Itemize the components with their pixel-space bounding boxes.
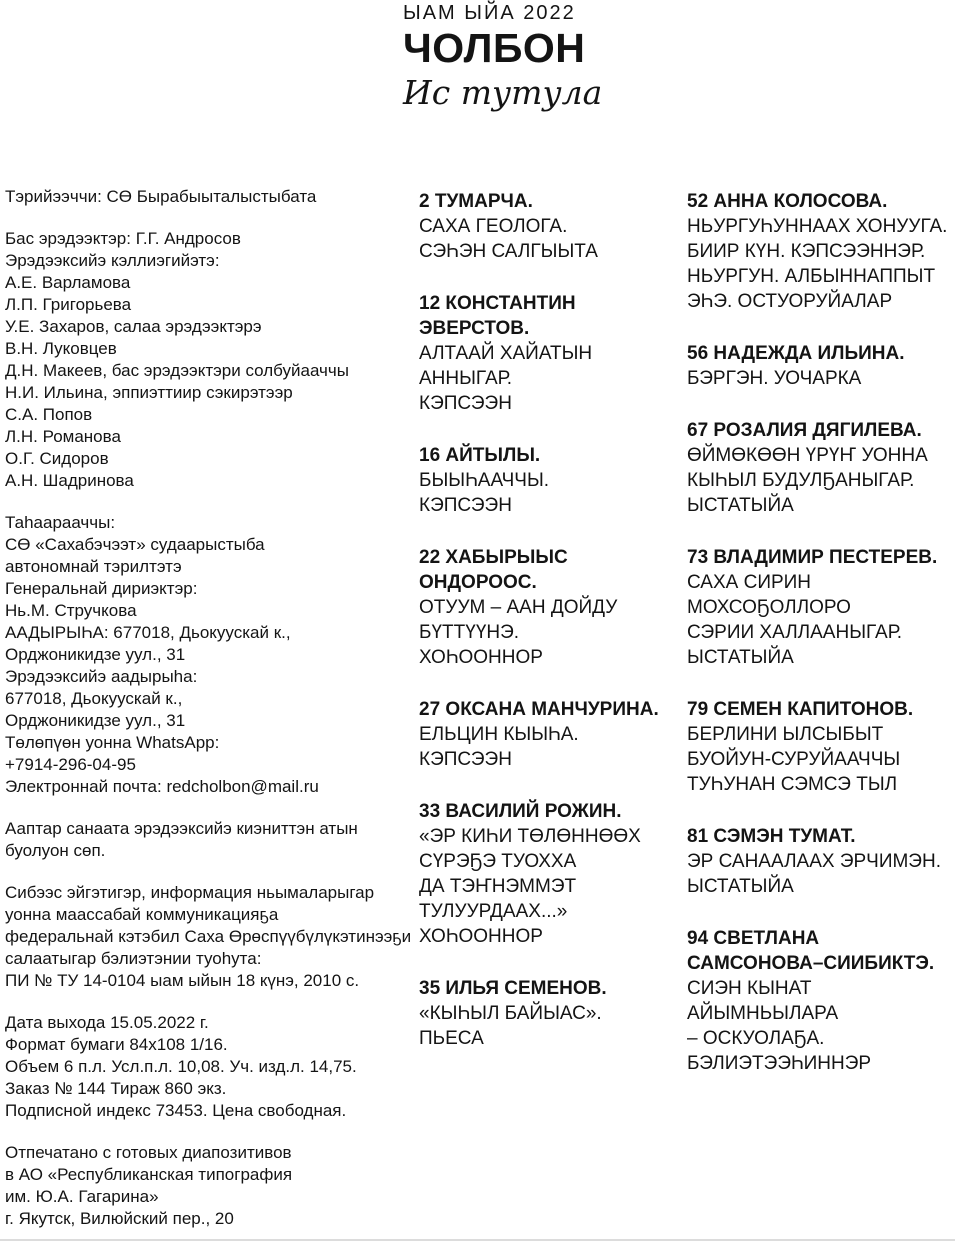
text-line: им. Ю.А. Гагарина» bbox=[5, 1187, 159, 1206]
text-line: СЭРИИ ХАЛЛААНЫГАР. bbox=[687, 622, 903, 643]
toc-entry-body bbox=[419, 595, 677, 670]
toc-entry-head bbox=[687, 418, 955, 443]
text-line: 27 ОКСАНА МАНЧУРИНА. bbox=[419, 699, 659, 720]
text-line: НЬУРГУҺУННААХ ХОНУУГА. bbox=[687, 216, 948, 237]
text-line: ЫСТАТЫЙА bbox=[687, 876, 794, 897]
toc-entry bbox=[687, 341, 955, 391]
imprint-paragraph-print-specs bbox=[5, 1012, 410, 1122]
text-line: «КЫҺЫЛ БАЙЫАС». bbox=[419, 1003, 602, 1024]
toc-entry-body bbox=[687, 976, 955, 1076]
magazine-title: ЧОЛБОН bbox=[403, 25, 586, 71]
text-line: КЭПСЭЭН bbox=[419, 495, 512, 516]
text-line: салаатыгар бэлиэтэнии туоһута: bbox=[5, 949, 262, 968]
text-line: автономнай тэрилтэтэ bbox=[5, 557, 182, 576]
text-line: 12 КОНСТАНТИН bbox=[419, 293, 576, 314]
text-line: Генеральнай дириэктэр: bbox=[5, 579, 198, 598]
text-line: СЭҺЭН САЛГЫЫТА bbox=[419, 241, 598, 262]
text-line: БЭРГЭН. УОЧАРКА bbox=[687, 368, 862, 389]
text-line: ОНДОРООС. bbox=[419, 572, 537, 593]
toc-entry-head bbox=[687, 189, 955, 214]
text-line: Л.П. Григорьева bbox=[5, 295, 132, 314]
toc-entry-head bbox=[419, 443, 677, 468]
toc-entry bbox=[419, 976, 677, 1051]
text-line: ПИ № ТУ 14-0104 ыам ыйын 18 күнэ, 2010 с. bbox=[5, 971, 360, 990]
text-line: – ОСКУОЛАҔА. bbox=[687, 1028, 825, 1049]
toc-entry-body bbox=[687, 443, 955, 518]
text-line: Эрэдээксийэ аадырыһа: bbox=[5, 667, 198, 686]
text-line: 16 АЙТЫЛЫ. bbox=[419, 445, 541, 466]
text-line: САМСОНОВА–СИИБИКТЭ. bbox=[687, 953, 935, 974]
masthead bbox=[403, 2, 602, 112]
text-line: СҮРЭҔЭ ТУОХХА bbox=[419, 851, 577, 872]
text-line: ХОҺООННОР bbox=[419, 647, 543, 668]
imprint-paragraph-registration bbox=[5, 882, 410, 992]
text-line: БЭЛИЭТЭЭҺИННЭР bbox=[687, 1053, 872, 1074]
toc-entry-body bbox=[687, 570, 955, 670]
toc-entry bbox=[687, 545, 955, 670]
text-line: О.Г. Сидоров bbox=[5, 449, 109, 468]
toc-entry-head bbox=[687, 926, 955, 976]
text-line: Эрэдээксийэ кэллиэгийэтэ: bbox=[5, 251, 220, 270]
toc-entry-head bbox=[419, 545, 677, 595]
text-line: Төлөпүөн уонна WhatsApp: bbox=[5, 733, 220, 752]
text-line: БЫЫҺААЧЧЫ. bbox=[419, 470, 550, 491]
text-line: буолуон сөп. bbox=[5, 841, 106, 860]
toc-entry bbox=[687, 418, 955, 518]
text-line: ЫСТАТЫЙА bbox=[687, 647, 794, 668]
text-line: АЛТААЙ ХАЙАТЫН bbox=[419, 343, 593, 364]
toc-entry bbox=[419, 799, 677, 949]
toc-entry bbox=[419, 697, 677, 772]
text-line: Заказ № 144 Тираж 860 экз. bbox=[5, 1079, 227, 1098]
text-line: БҮТТҮҮНЭ. bbox=[419, 622, 520, 643]
text-line: 22 ХАБЫРЫЫС bbox=[419, 547, 568, 568]
text-line: КЭПСЭЭН bbox=[419, 393, 512, 414]
toc-entry-head bbox=[419, 799, 677, 824]
text-line: 81 СЭМЭН ТУМАТ. bbox=[687, 826, 856, 847]
text-line: ПЬЕСА bbox=[419, 1028, 484, 1049]
text-line: Формат бумаги 84х108 1/16. bbox=[5, 1035, 228, 1054]
imprint-paragraph-founder bbox=[5, 186, 410, 208]
text-line: БИИР КҮН. КЭПСЭЭННЭР. bbox=[687, 241, 926, 262]
text-line: Таһаарааччы: bbox=[5, 513, 116, 532]
text-line: Подписной индекс 73453. Цена свободная. bbox=[5, 1101, 347, 1120]
toc-entry-body bbox=[419, 214, 677, 264]
toc-entry-head bbox=[687, 824, 955, 849]
text-line: Орджоникидзе уул., 31 bbox=[5, 645, 186, 664]
toc-entry-body bbox=[419, 722, 677, 772]
toc-column-middle bbox=[419, 189, 677, 1078]
text-line: Д.Н. Макеев, бас эрэдээктэри солбуйааччы bbox=[5, 361, 349, 380]
text-line: «ЭР КИҺИ ТӨЛӨННӨӨХ bbox=[419, 826, 641, 847]
text-line: САХА СИРИН bbox=[687, 572, 812, 593]
text-line: КЭПСЭЭН bbox=[419, 749, 512, 770]
text-line: ӨЙМӨКӨӨН ҮРҮҤ УОННА bbox=[687, 445, 928, 466]
text-line: СӨ «Сахабэчээт» судаарыстыба bbox=[5, 535, 265, 554]
text-line: С.А. Попов bbox=[5, 405, 93, 424]
text-line: ЕЛЬЦИН КЫЫҺА. bbox=[419, 724, 579, 745]
text-line: ЭВЕРСТОВ. bbox=[419, 318, 530, 339]
toc-entry-body bbox=[687, 366, 955, 391]
text-line: +7914-296-04-95 bbox=[5, 755, 136, 774]
text-line: ДА ТЭҤНЭММЭТ bbox=[419, 876, 577, 897]
imprint-paragraph-opinion bbox=[5, 818, 410, 862]
toc-entry bbox=[419, 545, 677, 670]
text-line: федеральнай кэтэбил Саха Өрөспүүбүлүкэтинээҕи bbox=[5, 927, 412, 946]
text-line: Дата выхода 15.05.2022 г. bbox=[5, 1013, 209, 1032]
imprint-paragraph-editorial bbox=[5, 228, 410, 492]
text-line: 33 ВАСИЛИЙ РОЖИН. bbox=[419, 801, 622, 822]
toc-entry-head bbox=[687, 545, 955, 570]
bottom-rule bbox=[0, 1239, 955, 1241]
contents-subtitle: Ис тутула bbox=[403, 73, 603, 112]
text-line: А.Н. Шадринова bbox=[5, 471, 134, 490]
imprint-column bbox=[5, 186, 410, 1242]
toc-entry-body bbox=[687, 849, 955, 899]
text-line: 73 ВЛАДИМИР ПЕСТЕРЕВ. bbox=[687, 547, 938, 568]
text-line: БУОЙУН-СУРУЙААЧЧЫ bbox=[687, 749, 901, 770]
text-line: Отпечатано с готовых диапозитивов bbox=[5, 1143, 292, 1162]
text-line: ТУҺУНАН СЭМСЭ ТЫЛ bbox=[687, 774, 898, 795]
toc-entry bbox=[419, 291, 677, 416]
toc-column-right bbox=[687, 189, 955, 1103]
text-line: Электроннай почта: redcholbon@mail.ru bbox=[5, 777, 319, 796]
text-line: ТУЛУУРДААХ...» bbox=[419, 901, 568, 922]
text-line: МОХСОҔОЛЛОРО bbox=[687, 597, 851, 618]
text-line: КЫҺЫЛ БУДУЛҔАНЫГАР. bbox=[687, 470, 915, 491]
text-line: Бас эрэдээктэр: Г.Г. Андросов bbox=[5, 229, 241, 248]
text-line: г. Якутск, Вилюйский пер., 20 bbox=[5, 1209, 234, 1228]
text-line: НЬУРГУН. АЛБЫННАППЫТ bbox=[687, 266, 936, 287]
toc-entry bbox=[687, 697, 955, 797]
toc-entry-head bbox=[687, 341, 955, 366]
toc-entry bbox=[687, 926, 955, 1076]
text-line: Нь.М. Стручкова bbox=[5, 601, 137, 620]
imprint-paragraph-publisher bbox=[5, 512, 410, 798]
toc-entry-body bbox=[419, 824, 677, 949]
text-line: ОТУУМ – ААН ДОЙДУ bbox=[419, 597, 618, 618]
toc-entry bbox=[419, 443, 677, 518]
toc-entry-body bbox=[419, 468, 677, 518]
toc-entry-head bbox=[419, 291, 677, 341]
text-line: 35 ИЛЬЯ СЕМЕНОВ. bbox=[419, 978, 607, 999]
text-line: В.Н. Луковцев bbox=[5, 339, 117, 358]
text-line: 94 СВЕТЛАНА bbox=[687, 928, 820, 949]
text-line: ЫСТАТЫЙА bbox=[687, 495, 794, 516]
text-line: САХА ГЕОЛОГА. bbox=[419, 216, 568, 237]
toc-entry-head bbox=[419, 976, 677, 1001]
imprint-paragraph-printer bbox=[5, 1142, 410, 1230]
text-line: АННЫГАР. bbox=[419, 368, 512, 389]
toc-entry bbox=[419, 189, 677, 264]
text-line: 56 НАДЕЖДА ИЛЬИНА. bbox=[687, 343, 905, 364]
text-line: Тэрийээччи: СӨ Бырабыыталыстыбата bbox=[5, 187, 317, 206]
text-line: Ааптар санаата эрэдээксийэ киэниттэн атын bbox=[5, 819, 358, 838]
text-line: Л.Н. Романова bbox=[5, 427, 121, 446]
toc-entry bbox=[687, 189, 955, 314]
toc-entry-body bbox=[419, 341, 677, 416]
toc-entry-head bbox=[419, 189, 677, 214]
text-line: А.Е. Варламова bbox=[5, 273, 131, 292]
text-line: Объем 6 п.л. Усл.п.л. 10,08. Уч. изд.л. 14,75. bbox=[5, 1057, 357, 1076]
text-line: 677018, Дьокуускай к., bbox=[5, 689, 183, 708]
text-line: ХОҺООННОР bbox=[419, 926, 543, 947]
toc-entry-body bbox=[687, 214, 955, 314]
text-line: СИЭН КЫНАТ bbox=[687, 978, 812, 999]
toc-entry bbox=[687, 824, 955, 899]
toc-entry-head bbox=[687, 697, 955, 722]
text-line: уонна маассабай коммуникацияҕа bbox=[5, 905, 279, 924]
toc-entry-body bbox=[687, 722, 955, 797]
text-line: 2 ТУМАРЧА. bbox=[419, 191, 533, 212]
text-line: Орджоникидзе уул., 31 bbox=[5, 711, 186, 730]
text-line: 52 АННА КОЛОСОВА. bbox=[687, 191, 888, 212]
text-line: ААДЫРЫҺА: 677018, Дьокуускай к., bbox=[5, 623, 291, 642]
text-line: в АО «Республиканская типография bbox=[5, 1165, 293, 1184]
text-line: ЭҺЭ. ОСТУОРУЙАЛАР bbox=[687, 291, 893, 312]
issue-date: ЫАМ ЫЙА 2022 bbox=[403, 2, 576, 24]
toc-entry-head bbox=[419, 697, 677, 722]
text-line: ЭР САНААЛААХ ЭРЧИМЭН. bbox=[687, 851, 941, 872]
toc-entry-body bbox=[419, 1001, 677, 1051]
text-line: Н.И. Ильина, эппиэттиир сэкирэтээр bbox=[5, 383, 293, 402]
text-line: 67 РОЗАЛИЯ ДЯГИЛЕВА. bbox=[687, 420, 922, 441]
text-line: БЕРЛИНИ ЫЛСЫБЫТ bbox=[687, 724, 884, 745]
text-line: 79 СЕМЕН КАПИТОНОВ. bbox=[687, 699, 914, 720]
text-line: У.Е. Захаров, салаа эрэдээктэрэ bbox=[5, 317, 262, 336]
text-line: АЙЫМНЬЫЛАРА bbox=[687, 1003, 839, 1024]
text-line: Сибээс эйгэтигэр, информация ньымаларыгар bbox=[5, 883, 375, 902]
